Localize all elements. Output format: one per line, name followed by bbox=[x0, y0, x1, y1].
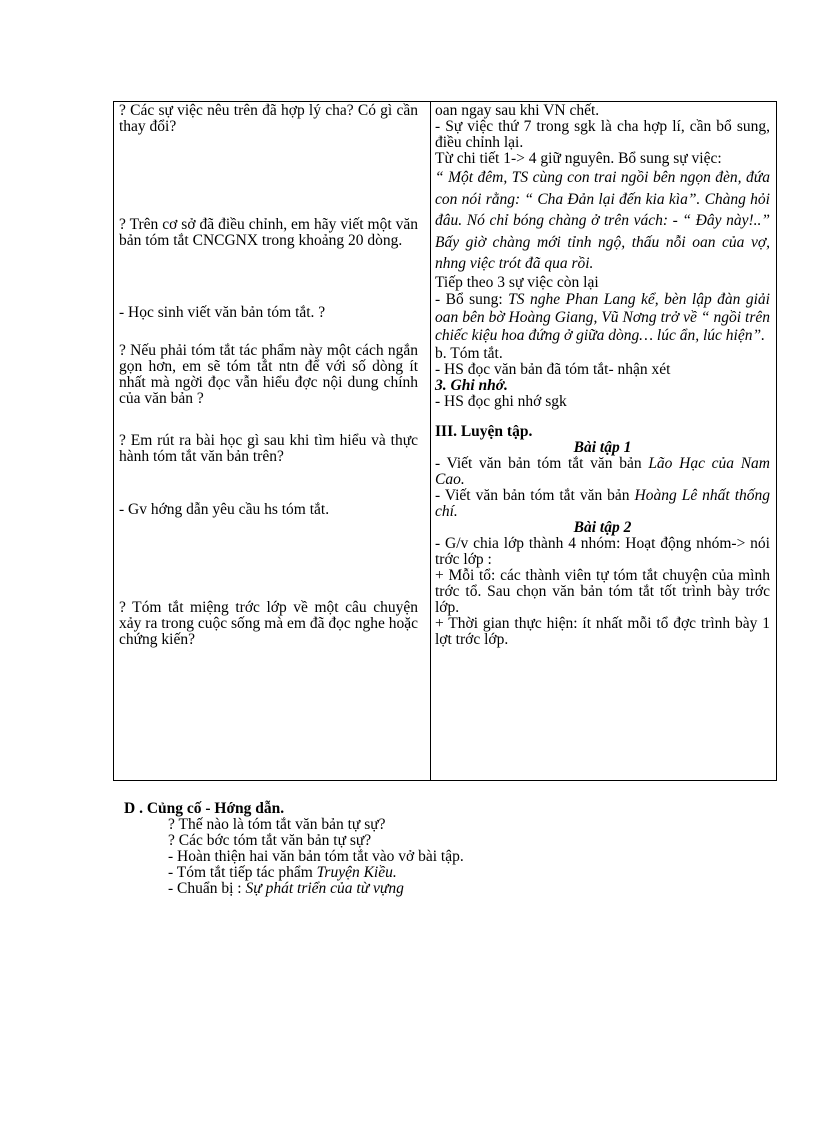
column-divider bbox=[430, 102, 431, 780]
student-column bbox=[435, 103, 770, 648]
answer-line: - Sự việc thứ 7 trong sgk là cha hợp lí, cần bổ sung, điều chỉnh lại. bbox=[435, 118, 770, 151]
answer-line: - Bổ sung: TS nghe Phan Lang kể, bèn lập đàn giải oan bên bờ Hoàng Giang, Vũ Nơng trở về “ ngồi trên chiếc kiệu hoa đứng ở giữa dòng… lúc ẩn, lúc hiện”. bbox=[435, 290, 770, 344]
answer-line: - G/v chia lớp thành 4 nhóm: Hoạt động nhóm-> nói trớc lớp : bbox=[435, 534, 770, 568]
footer-line: - Hoàn thiện hai văn bản tóm tắt vào vở bài tập. bbox=[168, 848, 464, 865]
answer-line: - Viết văn bản tóm tắt văn bản Hoàng Lê nhất thống chí. bbox=[435, 486, 770, 520]
lesson-table bbox=[113, 101, 777, 781]
answer-line: - Viết văn bản tóm tắt văn bản Lão Hạc của Nam Cao. bbox=[435, 454, 770, 488]
footer-line: - Tóm tắt tiếp tác phẩm Truyện Kiều. bbox=[168, 864, 397, 881]
question-5: ? Em rút ra bài học gì sau khi tìm hiểu và thực hành tóm tắt văn bản trên? bbox=[119, 432, 418, 465]
question-7: ? Tóm tắt miệng trớc lớp về một câu chuyện xảy ra trong cuộc sống mà em đã đọc nghe hoặc chứng kiến? bbox=[119, 599, 418, 648]
question-3: - Học sinh viết văn bản tóm tắt. ? bbox=[119, 304, 326, 321]
answer-line: - HS đọc văn bản đã tóm tắt- nhận xét bbox=[435, 360, 671, 378]
answer-line: + Mỗi tổ: các thành viên tự tóm tắt chuyện của mình trớc tổ. Sau chọn văn bản tóm tắt tốt trình bày trớc lớp. bbox=[435, 566, 770, 616]
question-1: ? Các sự việc nêu trên đã hợp lý cha? Có gì cần thay đổi? bbox=[119, 102, 418, 135]
exercise-heading: Bài tập 1 bbox=[573, 438, 632, 456]
added-event-text: “ Một đêm, TS cùng con trai ngồi bên ngọn đèn, đứa con nói rằng: “ Cha Đản lại đến kia kìa”. Chàng hỏi đâu. Nó chỉ bóng chàng ở trên vách: - “ Đây này!..” Bấy giờ chàng mới tỉnh ngộ, thấu nỗi oan của vợ, nhng việc trót đã qua rồi. bbox=[435, 169, 770, 272]
question-6: - Gv hớng dẫn yêu cầu hs tóm tắt. bbox=[119, 501, 330, 518]
exercise-heading: Bài tập 2 bbox=[573, 518, 632, 536]
answer-line: oan ngay sau khi VN chết. bbox=[435, 102, 600, 119]
footer-line: ? Các bớc tóm tắt văn bản tự sự? bbox=[168, 832, 372, 849]
question-4: ? Nếu phải tóm tắt tác phẩm này một cách ngắn gọn hơn, em sẽ tóm tắt ntn để với số dòng ít nhất mà ngời đọc vẫn hiểu đợc nội dung chính của văn bản ? bbox=[119, 342, 418, 407]
question-2: ? Trên cơ sở đã điều chỉnh, em hãy viết một văn bản tóm tắt CNCGNX trong khoảng 20 dòng. bbox=[119, 216, 418, 249]
footer-line: - Chuẩn bị : Sự phát triển của từ vựng bbox=[168, 880, 404, 897]
section-heading: 3. Ghi nhớ. bbox=[435, 376, 508, 394]
footer-line: ? Thế nào là tóm tắt văn bản tự sự? bbox=[168, 816, 386, 833]
answer-line: b. Tóm tắt. bbox=[435, 344, 503, 362]
answer-line: Tiếp theo 3 sự việc còn lại bbox=[435, 273, 599, 291]
answer-line: Từ chi tiết 1-> 4 giữ nguyên. Bổ sung sự việc: bbox=[435, 150, 722, 167]
answer-line: + Thời gian thực hiện: ít nhất mỗi tổ đợc trình bày 1 lợt trớc lớp. bbox=[435, 614, 770, 648]
section-title: D . Củng cố - Hớng dẫn. bbox=[124, 800, 285, 817]
answer-line: - HS đọc ghi nhớ sgk bbox=[435, 392, 567, 410]
summary-section bbox=[124, 801, 684, 897]
section-heading: III. Luyện tập. bbox=[435, 422, 533, 440]
